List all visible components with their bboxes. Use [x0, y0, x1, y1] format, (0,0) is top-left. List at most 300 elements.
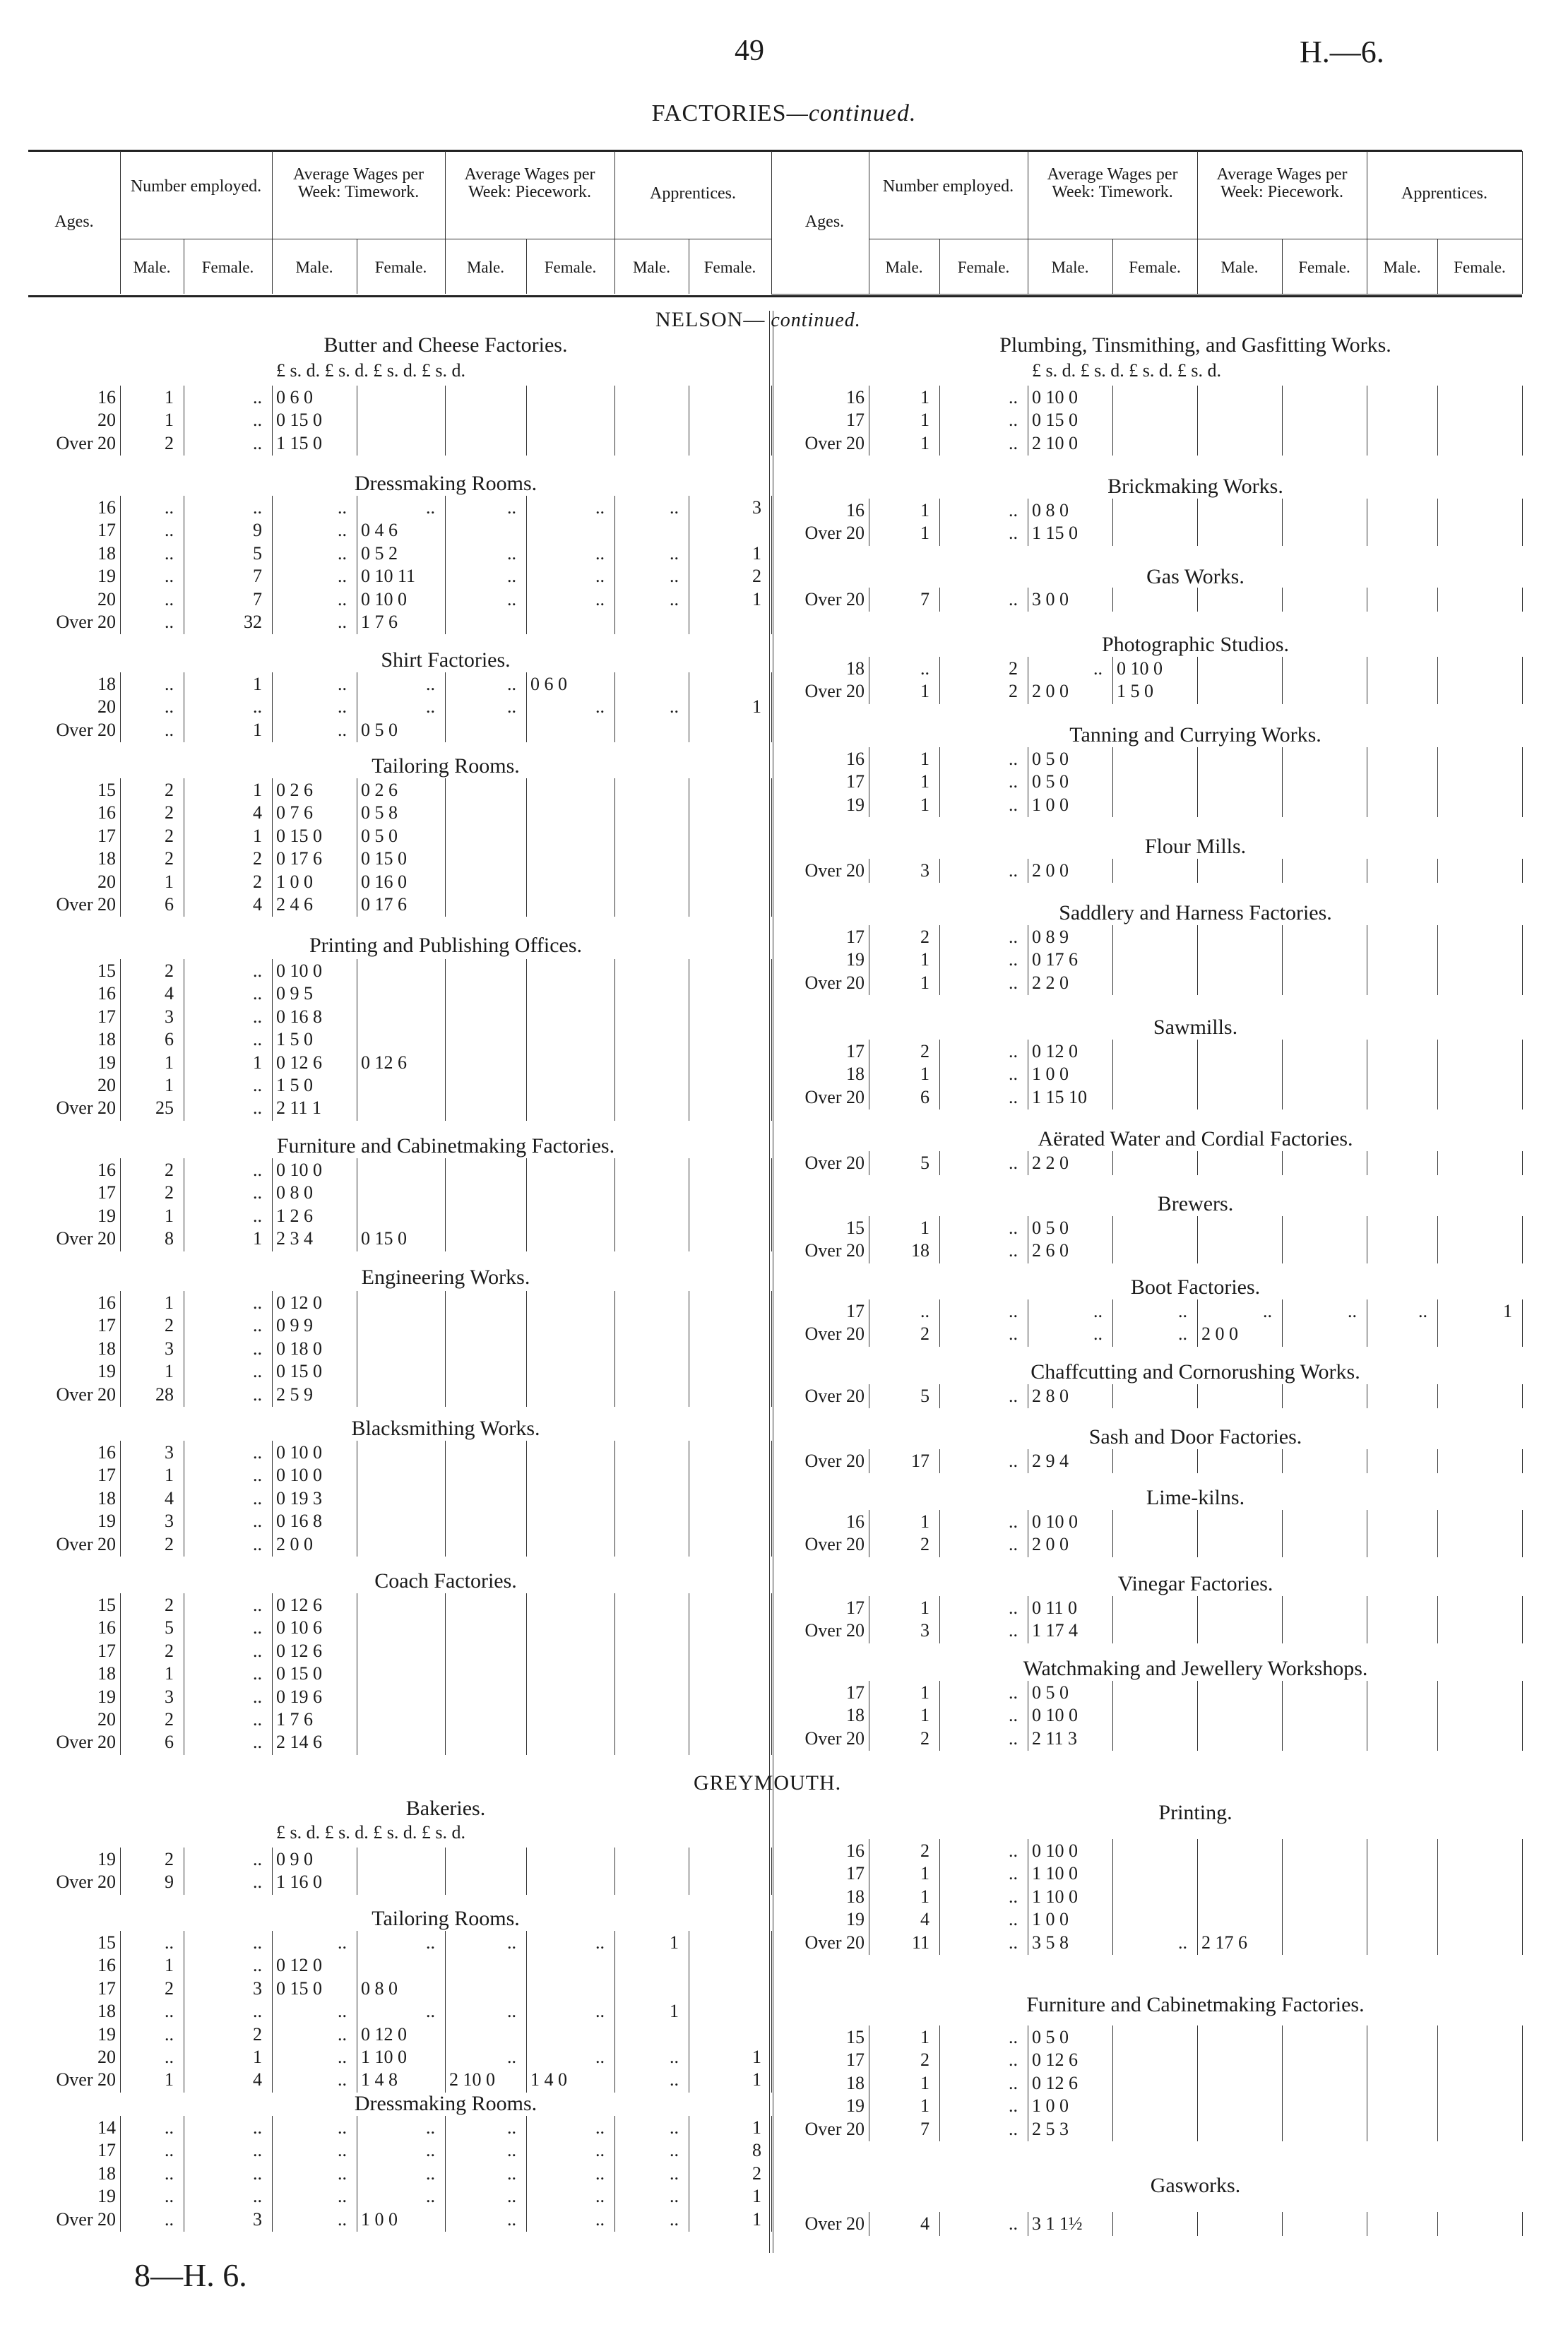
- cell-m: 1: [920, 1511, 929, 1532]
- cell-f: ..: [1009, 1218, 1018, 1238]
- cell-age: 15: [97, 780, 116, 800]
- cell-af: 1: [752, 2208, 761, 2230]
- cell-m: ..: [165, 497, 174, 518]
- female-subheader: Female.: [201, 258, 254, 276]
- cell-m: ..: [165, 588, 174, 609]
- cell-tf: 0 5 8: [361, 802, 398, 823]
- cell-age: 17: [846, 1041, 865, 1061]
- cell-m: ..: [165, 2140, 174, 2161]
- cell-pm: ..: [507, 542, 516, 564]
- table-row: [0, 1682, 1568, 1703]
- section-title: Tailoring Rooms.: [372, 754, 520, 778]
- cell-age: 20: [97, 588, 116, 609]
- cell-m: 2: [165, 432, 174, 453]
- cell-tf: ..: [426, 2001, 435, 2022]
- cell-f: ..: [1009, 1705, 1018, 1726]
- cell-age: 19: [97, 2186, 116, 2207]
- cell-f: ..: [1009, 432, 1018, 453]
- piecework-header: Average Wages per Week: Piecework.: [464, 165, 595, 201]
- cell-f: ..: [253, 1686, 262, 1707]
- cell-f: ..: [1009, 927, 1018, 947]
- cell-pm: ..: [507, 674, 516, 694]
- cell-tf: ..: [426, 497, 435, 518]
- cell-tm: 1 15 0: [276, 432, 322, 453]
- cell-m: 2: [920, 1041, 929, 1061]
- cell-age: Over 20: [56, 1732, 116, 1753]
- cell-age: 17: [97, 2140, 116, 2161]
- cell-age: 16: [97, 387, 116, 407]
- cell-tm: 1 15 0: [1032, 523, 1078, 544]
- cell-tm: 0 17 6: [1032, 949, 1078, 970]
- cell-age: 18: [97, 2162, 116, 2184]
- cell-pf: ..: [595, 497, 605, 518]
- column-rule: [1437, 239, 1438, 294]
- table-row: [0, 771, 1568, 792]
- section-title: Plumbing, Tinsmithing, and Gasfitting Works.: [999, 333, 1391, 357]
- cell-m: 1: [165, 1292, 174, 1313]
- cell-pf: ..: [595, 2047, 605, 2067]
- cell-f: ..: [1009, 1598, 1018, 1618]
- cell-tm: 0 12 0: [1032, 1041, 1078, 1061]
- table-row: [0, 1087, 1568, 1108]
- table-row: [0, 1511, 1568, 1533]
- cell-m: 28: [155, 1384, 174, 1405]
- cell-m: 1: [165, 410, 174, 431]
- section-title: Shirt Factories.: [381, 648, 511, 672]
- cell-tm: 0 12 6: [276, 1595, 322, 1615]
- cell-f: 4: [253, 894, 262, 915]
- cell-age: 15: [97, 1932, 116, 1953]
- cell-m: ..: [165, 2162, 174, 2184]
- cell-age: 20: [97, 871, 116, 892]
- cell-f: ..: [1009, 1909, 1018, 1930]
- cell-tm: 2 14 6: [276, 1732, 322, 1753]
- cell-m: 5: [920, 1153, 929, 1173]
- cell-tm: 1 15 10: [1032, 1086, 1087, 1107]
- page-code: H.—6.: [1300, 35, 1384, 69]
- table-row: [0, 2213, 1568, 2235]
- cell-m: 1: [165, 871, 174, 892]
- cell-f: ..: [253, 1663, 262, 1684]
- cell-age: 19: [97, 1205, 116, 1226]
- cell-tm: ..: [338, 2140, 347, 2161]
- cell-pm: 2 17 6: [1201, 1932, 1247, 1953]
- table-row: [0, 410, 1568, 431]
- region-name: GREYMOUTH.: [694, 1771, 842, 1795]
- cell-tm: ..: [338, 2186, 347, 2207]
- cell-m: 2: [165, 1182, 174, 1203]
- cell-f: ..: [253, 2186, 262, 2207]
- female-subheader: Female.: [544, 258, 597, 276]
- cell-m: 2: [165, 1533, 174, 1554]
- cell-f: ..: [253, 1640, 262, 1661]
- cell-tm: 1 7 6: [276, 1709, 313, 1730]
- cell-m: 1: [920, 1064, 929, 1085]
- cell-tm: 1 16 0: [276, 1872, 322, 1893]
- cell-f: ..: [253, 1315, 262, 1336]
- cell-pm: ..: [507, 566, 516, 587]
- cell-am: ..: [670, 2186, 679, 2207]
- cell-tf: 0 5 0: [361, 719, 398, 740]
- cell-f: ..: [253, 1511, 262, 1532]
- cell-age: 18: [97, 1029, 116, 1050]
- cell-pf: ..: [595, 2117, 605, 2138]
- cell-tm: 0 15 0: [276, 1977, 322, 1999]
- cell-tm: 0 10 0: [276, 1160, 322, 1180]
- cell-m: 2: [920, 1840, 929, 1861]
- cell-age: 18: [97, 2001, 116, 2022]
- cell-f: ..: [1009, 860, 1018, 881]
- cell-f: ..: [253, 2117, 262, 2138]
- cell-m: 2: [165, 848, 174, 869]
- cell-am: ..: [670, 497, 679, 518]
- cell-f: ..: [253, 1487, 262, 1509]
- male-subheader: Male.: [1051, 258, 1089, 276]
- cell-m: 1: [920, 1218, 929, 1238]
- cell-pm: ..: [507, 696, 516, 718]
- cell-age: Over 20: [56, 612, 116, 632]
- cell-age: 20: [97, 696, 116, 718]
- table-row: [0, 1451, 1568, 1472]
- cell-tm: ..: [338, 1932, 347, 1953]
- footer-mark: 8—H. 6.: [134, 2257, 247, 2293]
- cell-am: ..: [670, 566, 679, 587]
- cell-age: 19: [97, 2023, 116, 2045]
- table-row: [0, 1863, 1568, 1884]
- cell-f: ..: [1009, 1534, 1018, 1555]
- cell-f: 1: [253, 2047, 262, 2067]
- cell-m: ..: [165, 566, 174, 587]
- cell-tm: 0 9 0: [276, 1849, 313, 1869]
- cell-f: ..: [1009, 1863, 1018, 1884]
- female-subheader: Female.: [1454, 258, 1506, 276]
- cell-tm: ..: [338, 2047, 347, 2067]
- cell-tf: 0 5 0: [361, 825, 398, 846]
- cell-f: ..: [1009, 2095, 1018, 2117]
- table-row: [0, 1840, 1568, 1862]
- cell-tf: ..: [1178, 1323, 1187, 1345]
- cell-age: Over 20: [804, 1727, 865, 1749]
- section-title: Watchmaking and Jewellery Workshops.: [1023, 1657, 1368, 1680]
- cell-tm: 2 3 4: [276, 1228, 313, 1249]
- cell-tm: 2 11 1: [276, 1097, 322, 1119]
- cell-age: 17: [846, 1863, 865, 1884]
- cell-tm: 2 2 0: [1032, 1153, 1069, 1173]
- cell-tm: 1 5 0: [276, 1075, 313, 1095]
- cell-af: 2: [752, 566, 761, 587]
- cell-m: 4: [920, 2213, 929, 2234]
- cell-age: 19: [846, 2095, 865, 2117]
- cell-tm: 3 1 1½: [1032, 2213, 1083, 2234]
- cell-tm: 0 7 6: [276, 802, 313, 823]
- rule: [28, 150, 1522, 152]
- cell-m: 1: [920, 1863, 929, 1884]
- cell-m: 1: [920, 2072, 929, 2093]
- cell-f: ..: [1009, 2027, 1018, 2047]
- cell-tm: 0 8 0: [276, 1182, 313, 1203]
- column-rule: [272, 151, 273, 294]
- section-title: Aërated Water and Cordial Factories.: [1038, 1127, 1353, 1150]
- cell-m: 1: [920, 523, 929, 544]
- cell-m: 1: [165, 1075, 174, 1095]
- cell-tm: 2 10 0: [1032, 432, 1078, 453]
- table-row: [0, 1886, 1568, 1908]
- cell-f: ..: [253, 1205, 262, 1226]
- cell-age: Over 20: [804, 523, 865, 544]
- region-name: NELSON—: [655, 308, 766, 331]
- cell-age: 19: [846, 949, 865, 970]
- column-rule: [120, 151, 121, 294]
- cell-f: 4: [253, 2069, 262, 2090]
- cell-af: 8: [752, 2140, 761, 2161]
- cell-m: 2: [165, 1595, 174, 1615]
- cell-tm: 0 12 6: [1032, 2072, 1078, 2093]
- cell-age: Over 20: [56, 1533, 116, 1554]
- section-title: Coach Factories.: [374, 1569, 517, 1593]
- cell-age: 17: [846, 410, 865, 431]
- cell-age: 16: [846, 387, 865, 407]
- cell-tm: 0 15 0: [276, 825, 322, 846]
- cell-am: ..: [1418, 1301, 1427, 1321]
- cell-m: ..: [165, 2001, 174, 2022]
- cell-tm: 0 16 8: [276, 1006, 322, 1027]
- cell-tf: 0 8 0: [361, 1977, 398, 1999]
- cell-tm: 2 4 6: [276, 894, 313, 915]
- cell-tm: ..: [338, 719, 347, 740]
- cell-m: 2: [165, 1849, 174, 1869]
- cell-age: 17: [97, 1006, 116, 1027]
- section-title: Sash and Door Factories.: [1088, 1425, 1302, 1448]
- cell-pf: ..: [595, 696, 605, 718]
- cell-pm: ..: [507, 2117, 516, 2138]
- region-nelson: [655, 308, 861, 332]
- cell-age: 16: [97, 497, 116, 518]
- cell-tm: ..: [338, 674, 347, 694]
- cell-m: 2: [165, 960, 174, 981]
- table-row: [0, 2140, 1568, 2161]
- cell-age: 17: [846, 1301, 865, 1321]
- cell-m: 1: [920, 1705, 929, 1726]
- cell-tm: 0 10 0: [1032, 1511, 1078, 1532]
- cell-m: 6: [920, 1086, 929, 1107]
- cell-am: ..: [670, 2140, 679, 2161]
- cell-tm: 0 15 0: [276, 1361, 322, 1382]
- cell-pf: ..: [595, 2162, 605, 2184]
- cell-tm: 0 6 0: [276, 387, 313, 407]
- table-row: [0, 612, 1568, 633]
- table-row: [0, 1955, 1568, 1976]
- cell-age: 19: [97, 566, 116, 587]
- column-rule: [939, 239, 940, 294]
- cell-tm: 0 12 6: [276, 1052, 322, 1073]
- apprentices-header: Apprentices.: [1401, 184, 1487, 203]
- cell-age: 20: [97, 2047, 116, 2067]
- cell-age: 19: [846, 1909, 865, 1930]
- cell-tf: 1 0 0: [361, 2208, 398, 2230]
- cell-tm: 1 10 0: [1032, 1863, 1078, 1884]
- cell-age: 15: [97, 960, 116, 981]
- section-title: Chaffcutting and Cornorushing Works.: [1031, 1360, 1360, 1384]
- cell-pm: ..: [507, 2208, 516, 2230]
- cell-f: ..: [1009, 2213, 1018, 2234]
- timework-header: Average Wages per Week: Timework.: [1047, 165, 1178, 201]
- cell-age: Over 20: [804, 2118, 865, 2139]
- cell-m: ..: [920, 658, 929, 679]
- cell-f: ..: [1009, 1240, 1018, 1261]
- cell-m: 2: [920, 1727, 929, 1749]
- cell-am: ..: [670, 2117, 679, 2138]
- cell-f: ..: [1009, 523, 1018, 544]
- section-title: Furniture and Cabinetmaking Factories.: [276, 1134, 615, 1158]
- cell-m: ..: [165, 674, 174, 694]
- cell-age: 17: [97, 1315, 116, 1336]
- section-title: Lime-kilns.: [1146, 1486, 1245, 1509]
- cell-tf: 0 17 6: [361, 894, 407, 915]
- cell-m: 1: [165, 1361, 174, 1382]
- table-row: [0, 1041, 1568, 1062]
- cell-tf: ..: [426, 2186, 435, 2207]
- cell-af: 1: [1503, 1301, 1512, 1321]
- cell-age: Over 20: [804, 860, 865, 881]
- cell-tm: 3 5 8: [1032, 1932, 1069, 1953]
- cell-f: 1: [253, 780, 262, 800]
- cell-tm: 0 11 0: [1032, 1598, 1078, 1618]
- section-title: Photographic Studios.: [1101, 633, 1289, 656]
- cell-f: ..: [1009, 1451, 1018, 1471]
- table-row: [0, 1240, 1568, 1261]
- cell-tm: 0 5 0: [1032, 771, 1069, 792]
- cell-tm: 0 19 6: [276, 1686, 322, 1707]
- cell-am: ..: [670, 696, 679, 718]
- cell-m: 3: [165, 1006, 174, 1027]
- cell-f: ..: [253, 1361, 262, 1382]
- cell-pm: ..: [507, 2162, 516, 2184]
- cell-tm: ..: [338, 2162, 347, 2184]
- cell-tm: 0 8 0: [1032, 500, 1069, 520]
- cell-f: 2: [253, 848, 262, 869]
- cell-age: 15: [846, 1218, 865, 1238]
- cell-age: Over 20: [56, 1228, 116, 1249]
- section-title: Vinegar Factories.: [1117, 1572, 1273, 1595]
- male-subheader: Male.: [885, 258, 923, 276]
- cell-am: ..: [670, 2047, 679, 2067]
- cell-f: ..: [253, 432, 262, 453]
- region-suffix: continued.: [765, 309, 861, 331]
- cell-age: Over 20: [56, 1097, 116, 1119]
- cell-f: ..: [1009, 2049, 1018, 2071]
- table-row: [0, 1598, 1568, 1619]
- cell-f: ..: [1009, 1727, 1018, 1749]
- cell-age: 18: [97, 674, 116, 694]
- cell-m: 11: [911, 1932, 929, 1953]
- table-row: [0, 1932, 1568, 1953]
- cell-age: 18: [97, 542, 116, 564]
- region-greymouth: [694, 1771, 841, 1795]
- cell-f: ..: [253, 1292, 262, 1313]
- cell-tm: 0 15 0: [1032, 410, 1078, 431]
- cell-f: ..: [1009, 1620, 1018, 1641]
- cell-m: ..: [920, 1301, 929, 1321]
- cell-tm: 0 15 0: [276, 1663, 322, 1684]
- table-row: [0, 2119, 1568, 2140]
- cell-f: 3: [253, 1977, 262, 1999]
- section-title: Saddlery and Harness Factories.: [1059, 901, 1332, 924]
- cell-f: ..: [253, 497, 262, 518]
- table-row: [0, 589, 1568, 610]
- cell-age: Over 20: [56, 719, 116, 740]
- cell-tf: 1 4 8: [361, 2069, 398, 2090]
- cell-f: ..: [1009, 771, 1018, 792]
- cell-pf: 1 4 0: [530, 2069, 567, 2090]
- cell-age: 17: [97, 1977, 116, 1999]
- cell-f: ..: [1009, 1511, 1018, 1532]
- cell-f: ..: [1009, 1886, 1018, 1907]
- section-title: Blacksmithing Works.: [351, 1417, 540, 1440]
- cell-age: Over 20: [804, 1240, 865, 1261]
- cell-f: 4: [253, 802, 262, 823]
- cell-age: 16: [846, 1840, 865, 1861]
- cell-f: ..: [1009, 794, 1018, 815]
- cell-age: Over 20: [804, 1932, 865, 1953]
- timework-header: Average Wages per Week: Timework.: [292, 165, 424, 201]
- cell-m: 6: [165, 1029, 174, 1050]
- section-title: Dressmaking Rooms.: [354, 472, 537, 495]
- table-row: [0, 2027, 1568, 2048]
- cell-m: 1: [920, 2095, 929, 2117]
- cell-pm: ..: [507, 2186, 516, 2207]
- cell-tm: 0 9 9: [276, 1315, 313, 1336]
- section-title: Tailoring Rooms.: [372, 1907, 520, 1930]
- cell-f: ..: [1009, 1840, 1018, 1861]
- cell-m: ..: [165, 719, 174, 740]
- cell-f: 2: [253, 871, 262, 892]
- cell-tm: 0 16 8: [276, 1511, 322, 1532]
- table-row: [0, 500, 1568, 521]
- cell-f: 1: [253, 674, 262, 694]
- cell-f: ..: [253, 1533, 262, 1554]
- cell-pm: ..: [1263, 1301, 1272, 1321]
- table-row: [0, 1064, 1568, 1085]
- cell-f: ..: [1009, 1386, 1018, 1406]
- cell-m: 2: [165, 780, 174, 800]
- cell-f: ..: [1009, 1041, 1018, 1061]
- cell-tm: 2 0 0: [1032, 681, 1069, 702]
- cell-f: 7: [253, 566, 262, 587]
- table-row: [0, 795, 1568, 816]
- table-row: [0, 523, 1568, 544]
- cell-m: 3: [165, 1686, 174, 1707]
- cell-age: 18: [846, 1064, 865, 1085]
- cell-tf: 1 10 0: [361, 2047, 407, 2067]
- cell-tm: ..: [1093, 658, 1103, 679]
- cell-tf: 0 16 0: [361, 871, 407, 892]
- cell-tm: ..: [338, 2069, 347, 2090]
- cell-age: 16: [97, 983, 116, 1004]
- cell-tm: 2 5 3: [1032, 2118, 1069, 2139]
- cell-m: 8: [165, 1228, 174, 1249]
- cell-tm: 1 0 0: [1032, 1909, 1069, 1930]
- table-row: [0, 658, 1568, 679]
- cell-tm: ..: [338, 2001, 347, 2022]
- table-row: [0, 681, 1568, 702]
- cell-age: 20: [97, 1709, 116, 1730]
- cell-age: 16: [97, 1955, 116, 1976]
- cell-pf: ..: [595, 566, 605, 587]
- cell-pm: ..: [507, 2001, 516, 2022]
- number-employed-header: Number employed.: [130, 177, 262, 196]
- cell-m: 1: [920, 410, 929, 431]
- cell-age: 20: [97, 410, 116, 431]
